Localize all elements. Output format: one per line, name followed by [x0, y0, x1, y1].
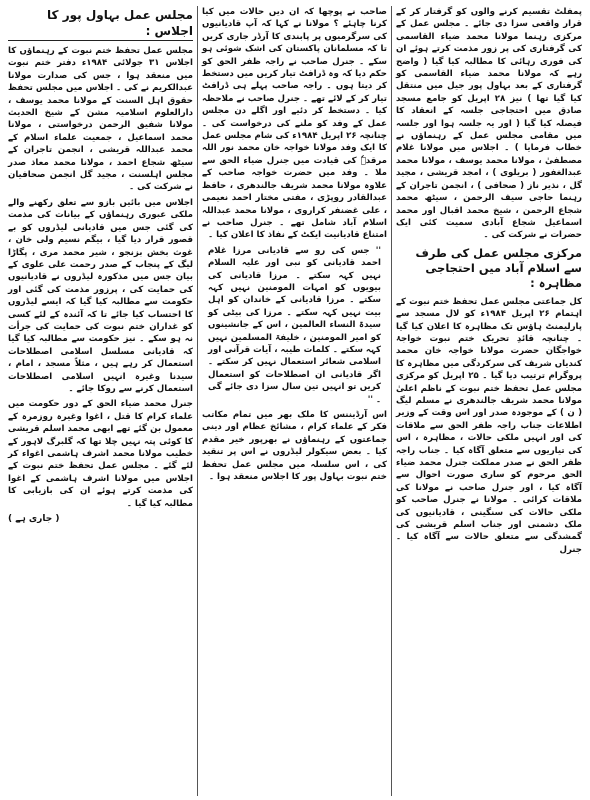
- paragraph: کل جماعتی مجلس عمل تحفظ ختم نبوت کے اہتمام ۲۶ اپریل ۱۹۸۴ء کو لال مسجد سے پارلیمنٹ ہاؤس تک مظاہرہ کا اعلان کیا گیا ۔ چنانچہ قائدِ تحریک ختم نبوت خواجۂ خواجگان حضرت مولانا خواجہ خان محمد کندیاں شریف کی سرکردگی میں مظاہرہ کا پروگرام ترتیب دیا گیا ۔ ۲۵ اپریل کو مرکزی مجلس عمل تحفظ ختم نبوت کے ناظم اعلیٰ مولانا محمد شریف جالندھری نے مسلم لیگ ( ن ) کے موجودہ صدر اور اس وقت کے وزیر اطلاعات جناب راجہ ظفر الحق سے ملاقات کی اور انہیں ملکی حالات ، مظاہرہ ، اس کی تیاریوں سے متعلق آگاہ کیا ۔ جناب راجہ ظفر الحق نے صدر مملکت جنرل محمد ضیاء الحق مرحوم کو ساری صورت احوال سے آگاہ کیا ، اور جنرل صاحب نے مولانا کی ملاقات کرائی ۔ مولانا نے جنرل صاحب کو ملکی حالات کی سنگینی ، قادیانیوں کی ملک دشمنی اور جناب اسلم قریشی کی گمشدگی سے متعلق حالات سے آگاہ کیا ۔ جنرل: [396, 296, 583, 555]
- paragraph: صاحب نے پوچھا کہ ان دیں حالات میں کیا کرنا چاہئے ؟ مولانا نے کہا کہ آپ قادیانیوں کی سرگرمیوں پر پابندی کا آرڈر جاری کریں تا کہ مسلمانان پاکستان کی اشک شوئی ہو سکے ۔ جنرل صاحب نے راجہ ظفر الحق کو حکم دیا کہ وہ ڈرافٹ تیار کریں میں دستخط کر دیتا ہوں ۔ راجہ صاحب پہلے ہی ڈرافٹ تیار کر کے لائے تھے ۔ جنرل صاحب نے ملاحظہ کیا ۔ دستخط کر دئیے اور اگلے دن مجلس عمل کے وفد کو ملنے کی درخواست کی ۔ چنانچہ ۲۶ اپریل ۱۹۸۴ء کی شام مجلس عمل کا ایک وفد مولانا خواجہ خان محمد نور اللہ مرقدہٗ کی قیادت میں جنرل ضیاء الحق سے ملا ۔ وفد میں حضرت خواجہ صاحب کے علاوہ مولانا محمد شریف جالندھری ، حافظ عبدالقادر روپڑی ، مفتی مختار احمد نعیمی ، علی غضنفر کراروی ، مولانا محمد عبداللہ اسلام آباد شامل تھے ۔ جنرل صاحب نے امتناع قادیانیت ایکٹ کے نفاذ کا اعلان کیا ۔: [202, 7, 387, 241]
- paragraph: اجلاس میں بائیں بازو سے تعلق رکھنے والے ملکی عبوری رہنماؤں کے بیانات کی مذمت کی گئی جس میں قادیانی لیڈروں کو بے قصور قرار دیا گیا ، بیگم نسیم ولی خان ، غوث بخش بزنجو ، شیر محمد مری ، پگاڑا لیگ کے پنجاب کے صدر رحمت علی علوی کے بیان جس میں مذکورہ لیڈروں نے قادیانیوں کی حمایت کی ، پرزور مذمت کی گئی اور حکومت سے مطالبہ کیا گیا کہ ایسے لیڈروں کا احتساب کیا جائے تا کہ آئندہ کے لئے کسی کو غداران ختم نبوت کی حمایت کی جرأت نہ ہو سکے ۔ نیز حکومت سے مطالبہ کیا گیا کہ قادیانی مسلسل اسلامی اصطلاحات استعمال کر رہے ہیں ، مثلاً مسجد ، امام ، سیدنا وغیرہ انہیں اسلامی اصطلاحات استعمال کرنے سے روکا جائے ۔: [8, 197, 193, 394]
- paragraph: اس آرڈیننس کا ملک بھر میں تمام مکاتب فکر کے علماء کرام ، مشائخ عظام اور دینی جماعتوں کے رہنماؤں نے بھرپور خیر مقدم کیا ۔ بعض سیکولر لیڈروں نے اس پر تنقید کی ، اس سلسلہ میں مجلس عمل تحفظ ختم نبوت بہاول پور کا اجلاس منعقد ہوا ۔: [202, 410, 387, 483]
- section-title: مجلس عمل بہاول پور کا اجلاس :: [8, 7, 193, 41]
- column-left: [4, 6, 198, 796]
- paragraph: جنرل محمد ضیاء الحق کے دور حکومت میں علماء کرام کا قتل ، اغوا وغیرہ روزمرہ کے معمول بن گئے تھے ابھی محمد اسلم قریشی کا کوئی پتہ نہیں چلا تھا کہ گلبرگ لاہور کے خطیب مولانا محمد اشرف ہاشمی اغواء کر لئے گئے ۔ مجلس عمل تحفظ ختم نبوت کے اجلاس میں مولانا اشرف ہاشمی کے اغوا کی مذمت کرتے ہوئے ان کی بازیابی کا مطالبہ کیا گیا ۔: [8, 399, 193, 509]
- column-right: [392, 6, 586, 796]
- article-columns: [4, 6, 586, 796]
- section-heading: مرکزی مجلس عمل کی طرف سے اسلام آباد میں احتجاجی مظاہرہ :: [415, 245, 582, 290]
- column-middle: [198, 6, 392, 796]
- ordinance-quote: '' جس کی رو سے قادیانی مرزا غلام احمد قادیانی کو نبی اور علیہ السلام نہیں کہہ سکتے ۔ مرزا قادیانی کی بیویوں کو امہات المومنین نہیں کہہ سکتے ۔ مرزا قادیانی کے خاندان کو اہل بیت نہیں کہہ سکتے ۔ مرزا کی بیٹی کو سیدۃ النساء العالمین ، اس کے جانشینوں کو امیر المومنین ، خلیفۃ المسلمین نہیں کہہ سکتے ۔ کلمات طیبہ ، آیات قرآنی اور اسلامی شعائر استعمال نہیں کر سکتے ۔ اگر قادیانی ان اصطلاحات کو استعمال کریں تو انہیں تین سال سزا دی جائے گی ۔ '': [208, 245, 381, 405]
- paragraph: مجلس عمل تحفظ ختم نبوت کے رہنماؤں کا اجلاس ۳۱ جولائی ۱۹۸۴ء دفتر ختم نبوت میں منعقد ہوا ، جس کی صدارت مولانا عبدالکریم نے کی ۔ اجلاس میں مجلس تحفظ حقوق اہل السنت کے مولانا محمد یوسف ، دارالعلوم اسلامیہ مشن کے شیخ الحدیث مولانا شفیق الرحمن درخواستی ، مولانا محمد اسماعیل ، جمعیت علماء اسلام کے محمد عبداللہ قریشی ، انجمن تاجران کے سیٹھ شجاع احمد ، مولانا محمد معاذ صدر مجلس اہلسنت ، مجید گل انجمن صحافیان نے شرکت کی ۔: [8, 46, 194, 193]
- continued-note: ( جاری ہے ): [8, 514, 60, 525]
- paragraph: پمفلٹ تقسیم کرنے والوں کو گرفتار کر کے قرار واقعی سزا دی جائے ۔ مجلس عمل کے مرکزی رہنما مولانا محمد ضیاء القاسمی کی گرفتاری کی پر زور مذمت کرتے ہوئے ان کی فوری رہائی کا مطالبہ کیا گیا ( واضح رہے کہ مولانا محمد ضیاء القاسمی کو گرفتاری کے بعد بہاول پور جیل میں منتقل کیا گیا تھا ) نیز ۲۸ اپریل کو جامع مسجد صادق میں احتجاجی جلسہ کے انعقاد کا فیصلہ کیا گیا ( اور یہ جلسہ ہوا اور جلسہ میں مقامی مجلس عمل کے رہنماؤں نے خطاب فرمایا ) ۔ اجلاس میں مولانا غلام مصطفیٰ ، مولانا محمد یوسف ، مولانا محمد عبدالغفور ( بریلوی ) ، امجد قریشی ، مجید گل ، نذیر ناز ( صحافی ) ، انجمن تاجران کے رہنما حاجی سیف الرحمن ، سیٹھ محمد شجاع الرحمن ، شیخ محمد اقبال اور محمد اسماعیل شجاع آبادی سمیت کئی ایک حضرات نے شرکت کی ۔: [396, 7, 582, 241]
